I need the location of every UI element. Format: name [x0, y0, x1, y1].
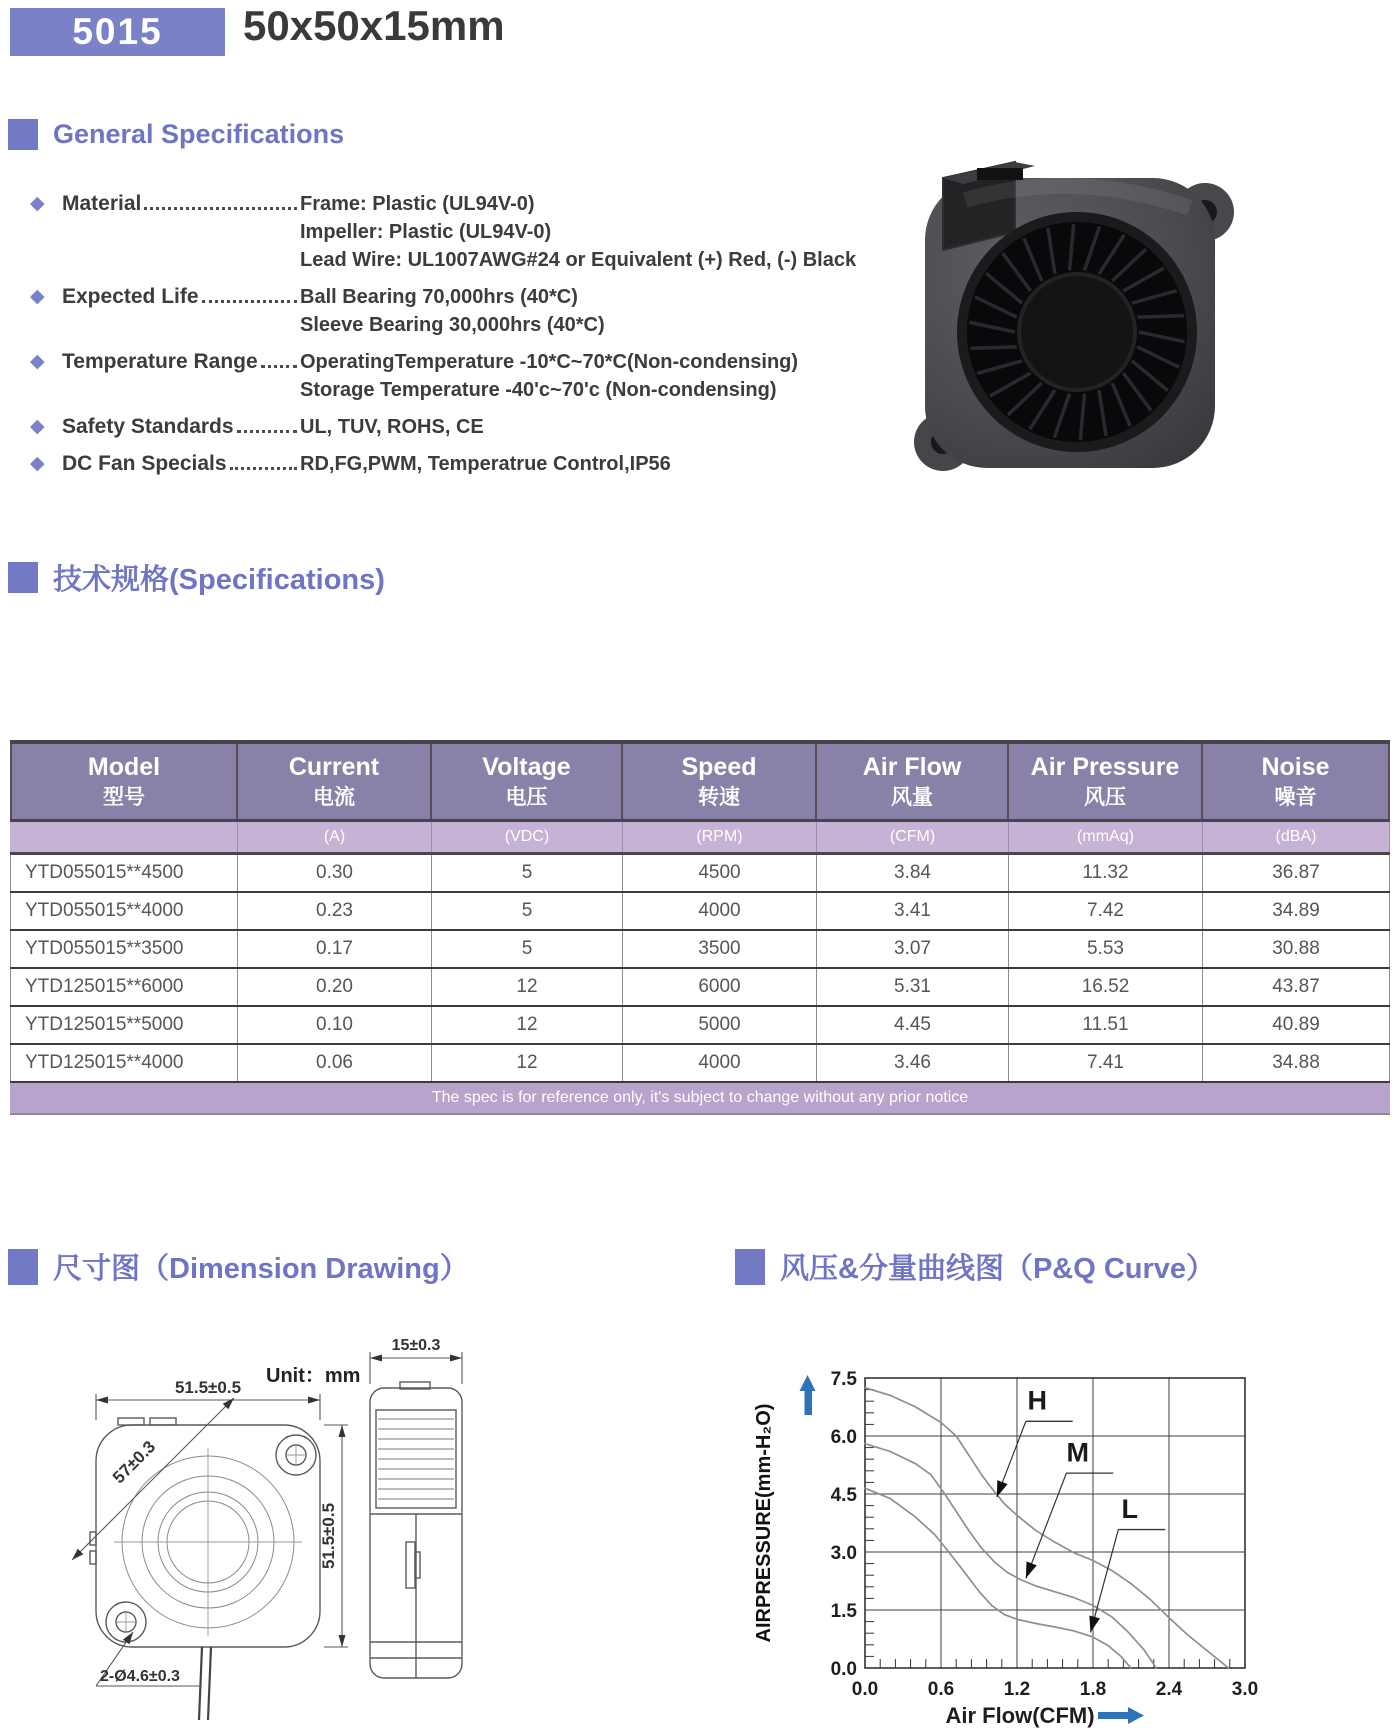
spec-row [30, 413, 870, 441]
spec-label: Safety Standards [62, 415, 234, 438]
table-unit-cell: (dBA) [1203, 822, 1390, 852]
table-units-row [10, 822, 1390, 855]
y-tick-label: 4.5 [830, 1485, 857, 1506]
side-view [370, 1382, 462, 1678]
table-cell: 3.41 [817, 893, 1009, 929]
page-title: 50x50x15mm [243, 2, 505, 49]
table-cell: 4000 [623, 1045, 817, 1081]
spec-row [30, 450, 870, 478]
table-cell: 12 [432, 1045, 623, 1081]
pq-chart-svg [730, 1323, 1400, 1733]
table-cell: YTD055015**4000 [10, 893, 238, 929]
x-axis-arrow-head [1128, 1707, 1144, 1724]
table-cell: 16.52 [1009, 969, 1203, 1005]
spec-row [30, 348, 870, 404]
header-en: Speed [681, 753, 757, 781]
table-cell: 5 [432, 855, 623, 891]
x-tick-label: 0.0 [851, 1679, 879, 1700]
table-row [10, 1007, 1390, 1045]
general-spec-list [30, 190, 870, 487]
dim-diagonal: 57±0.3 [109, 1437, 160, 1488]
spec-value: UL, TUV, ROHS, CE [300, 416, 484, 438]
louvers [378, 1419, 454, 1499]
spec-value: RD,FG,PWM, Temperatrue Control,IP56 [300, 453, 671, 475]
model-badge-text: 5015 [72, 11, 163, 52]
spec-value: Lead Wire: UL1007AWG#24 or Equivalent (+) Red, (-) Black [300, 249, 857, 271]
table-cell: 4000 [623, 893, 817, 929]
header-en: Air Flow [862, 753, 962, 781]
diamond-bullet-icon: ◆ [30, 416, 45, 437]
spec-label-cell [62, 283, 300, 310]
header-zh: 电压 [505, 786, 548, 809]
series-label-L: L [1121, 1493, 1138, 1524]
y-tick-label: 7.5 [830, 1369, 857, 1390]
x-axis-arrow [1098, 1712, 1128, 1719]
header-zh: 风压 [1084, 786, 1126, 809]
x-tick-label: 1.8 [1079, 1679, 1107, 1700]
table-row [10, 893, 1390, 931]
table-cell: 11.32 [1009, 855, 1203, 891]
diamond-bullet-icon: ◆ [30, 351, 45, 372]
table-cell: 12 [432, 969, 623, 1005]
dotted-leader [144, 207, 297, 210]
spec-label: Temperature Range [62, 350, 258, 373]
table-cell: YTD125015**5000 [10, 1007, 238, 1043]
table-cell: 11.51 [1009, 1007, 1203, 1043]
diamond-bullet-icon: ◆ [30, 453, 45, 474]
table-unit-cell [10, 822, 238, 852]
spec-value: OperatingTemperature -10*C~70*C(Non-condensing) [300, 351, 799, 373]
table-cell: 7.41 [1009, 1045, 1203, 1081]
table-cell: 0.06 [238, 1045, 432, 1081]
spec-label: Expected Life [62, 285, 199, 308]
diamond-bullet-icon: ◆ [30, 286, 45, 307]
y-tick-label: 6.0 [830, 1427, 857, 1448]
pq-curve-chart [730, 1323, 1400, 1733]
spec-row [30, 283, 870, 339]
fan-blade [1137, 316, 1184, 317]
spec-values [300, 450, 870, 478]
model-badge [10, 8, 225, 56]
curve-L [865, 1488, 1131, 1668]
table-cell: 5.53 [1009, 931, 1203, 967]
y-axis-arrow-head [800, 1375, 816, 1391]
spec-label-cell [62, 450, 300, 477]
table-header-cell [10, 744, 238, 819]
table-cell: 34.89 [1203, 893, 1390, 929]
table-header-cell [432, 744, 623, 819]
header-zh: 风量 [891, 786, 933, 809]
table-header-cell [623, 744, 817, 819]
table-cell: 7.42 [1009, 893, 1203, 929]
spec-label-cell [62, 413, 300, 440]
section-marker-icon [8, 119, 38, 150]
table-cell: 30.88 [1203, 931, 1390, 967]
dim-width-top: 51.5±0.5 [174, 1378, 242, 1397]
table-unit-cell: (VDC) [432, 822, 623, 852]
header-zh: 转速 [698, 786, 740, 809]
section-title-specs: 技术规格(Specifications) [53, 564, 385, 596]
table-cell: 0.20 [238, 969, 432, 1005]
table-cell: 12 [432, 1007, 623, 1043]
spec-label: DC Fan Specials [62, 452, 227, 475]
spec-label: Material [62, 192, 142, 215]
fan-duct-slot [977, 168, 1023, 180]
header-zh: 噪音 [1274, 786, 1317, 809]
header-en: Noise [1261, 753, 1330, 781]
table-cell: 0.17 [238, 931, 432, 967]
dim-height-right: 51.5±0.5 [319, 1502, 338, 1570]
dimension-drawing [38, 1290, 478, 1733]
spec-row [30, 190, 870, 274]
spec-value: Sleeve Bearing 30,000hrs (40*C) [300, 314, 605, 336]
spec-value: Ball Bearing 70,000hrs (40*C) [300, 286, 578, 308]
dotted-leader [237, 430, 297, 433]
table-cell: YTD055015**4500 [10, 855, 238, 891]
spec-label-cell [62, 190, 300, 217]
section-marker-icon [8, 1249, 38, 1285]
series-label-M: M [1066, 1437, 1090, 1468]
section-specifications [8, 557, 385, 598]
table-cell: 3.46 [817, 1045, 1009, 1081]
table-cell: 5 [432, 893, 623, 929]
header-en: Air Pressure [1030, 753, 1180, 781]
table-row [10, 969, 1390, 1007]
table-cell: YTD125015**6000 [10, 969, 238, 1005]
x-tick-label: 1.2 [1003, 1679, 1031, 1700]
table-cell: 3.84 [817, 855, 1009, 891]
spec-value: Impeller: Plastic (UL94V-0) [300, 221, 552, 243]
section-title-general: General Specifications [53, 119, 345, 149]
series-label-H: H [1027, 1385, 1048, 1416]
spec-value: Storage Temperature -40'c~70'c (Non-condensing) [300, 379, 777, 401]
x-axis-title: Air Flow(CFM) [945, 1703, 1095, 1728]
table-row [10, 1045, 1390, 1083]
table-unit-cell: (RPM) [623, 822, 817, 852]
table-cell: 5.31 [817, 969, 1009, 1005]
x-tick-label: 0.6 [927, 1679, 955, 1700]
table-cell: 0.30 [238, 855, 432, 891]
spec-value: Frame: Plastic (UL94V-0) [300, 193, 535, 215]
table-cell: 4.45 [817, 1007, 1009, 1043]
section-marker-icon [735, 1249, 765, 1285]
table-cell: 0.10 [238, 1007, 432, 1043]
dotted-leader [261, 365, 297, 368]
leader-arrowhead [997, 1480, 1008, 1497]
header-en: Voltage [482, 753, 571, 781]
table-footnote: The spec is for reference only, it's subject to change without any prior notice [10, 1083, 1390, 1115]
table-header-cell [1203, 744, 1390, 819]
table-cell: 43.87 [1203, 969, 1390, 1005]
section-pq-curve [735, 1246, 1215, 1287]
header-en: Model [87, 753, 161, 781]
table-cell: 34.88 [1203, 1045, 1390, 1081]
table-header-cell [817, 744, 1009, 819]
y-tick-label: 3.0 [830, 1543, 857, 1564]
crosshair [114, 1445, 306, 1636]
y-axis-title: AIRPRESSURE(mm-H₂O) [753, 1403, 775, 1643]
table-cell: YTD055015**3500 [10, 931, 238, 967]
y-tick-label: 0.0 [830, 1659, 857, 1680]
table-row [10, 931, 1390, 969]
spec-label-cell [62, 348, 300, 375]
header-en: Current [288, 753, 380, 781]
spec-values [300, 348, 870, 404]
table-cell: 40.89 [1203, 1007, 1390, 1043]
leader-arrowhead [1089, 1616, 1100, 1633]
table-row [10, 855, 1390, 893]
table-unit-cell: (CFM) [817, 822, 1009, 852]
dotted-leader [230, 467, 297, 470]
y-tick-label: 1.5 [830, 1601, 857, 1622]
y-axis-arrow [805, 1389, 813, 1415]
x-tick-label: 2.4 [1155, 1679, 1183, 1700]
leader-line [1026, 1473, 1067, 1578]
header-zh: 型号 [103, 786, 145, 809]
spec-table [10, 740, 1390, 1115]
section-title-pq: 风压&分量曲线图（P&Q Curve） [780, 1253, 1216, 1285]
table-cell: 5000 [623, 1007, 817, 1043]
dim-holes: 2-Ø4.6±0.3 [100, 1668, 180, 1685]
section-general-specifications [8, 119, 344, 150]
fan-blade [970, 347, 1017, 348]
x-tick-label: 3.0 [1231, 1679, 1259, 1700]
leader-arrowhead [1026, 1561, 1037, 1578]
spec-values [300, 190, 870, 274]
curve-M [865, 1444, 1156, 1668]
spec-values [300, 413, 870, 441]
section-dimension-drawing [8, 1246, 469, 1287]
table-header-row [10, 744, 1390, 822]
table-unit-cell: (A) [238, 822, 432, 852]
spec-values [300, 283, 870, 339]
dim-side-width: 15±0.3 [391, 1337, 441, 1354]
table-cell: 6000 [623, 969, 817, 1005]
table-unit-cell: (mmAq) [1009, 822, 1203, 852]
table-header-cell [1009, 744, 1203, 819]
table-cell: 5 [432, 931, 623, 967]
table-cell: 4500 [623, 855, 817, 891]
fan-product-image [885, 150, 1245, 480]
section-title-dimension: 尺寸图（Dimension Drawing） [53, 1253, 469, 1285]
table-cell: 3500 [623, 931, 817, 967]
table-cell: 3.07 [817, 931, 1009, 967]
table-cell: 0.23 [238, 893, 432, 929]
header-zh: 电流 [313, 786, 355, 809]
diamond-bullet-icon: ◆ [30, 193, 45, 214]
lead-wires [199, 1647, 211, 1720]
dim-unit-label: Unit：mm [266, 1365, 361, 1387]
dotted-leader [202, 300, 297, 303]
table-cell: 36.87 [1203, 855, 1390, 891]
table-header-cell [238, 744, 432, 819]
table-cell: YTD125015**4000 [10, 1045, 238, 1081]
section-marker-icon [8, 562, 38, 593]
